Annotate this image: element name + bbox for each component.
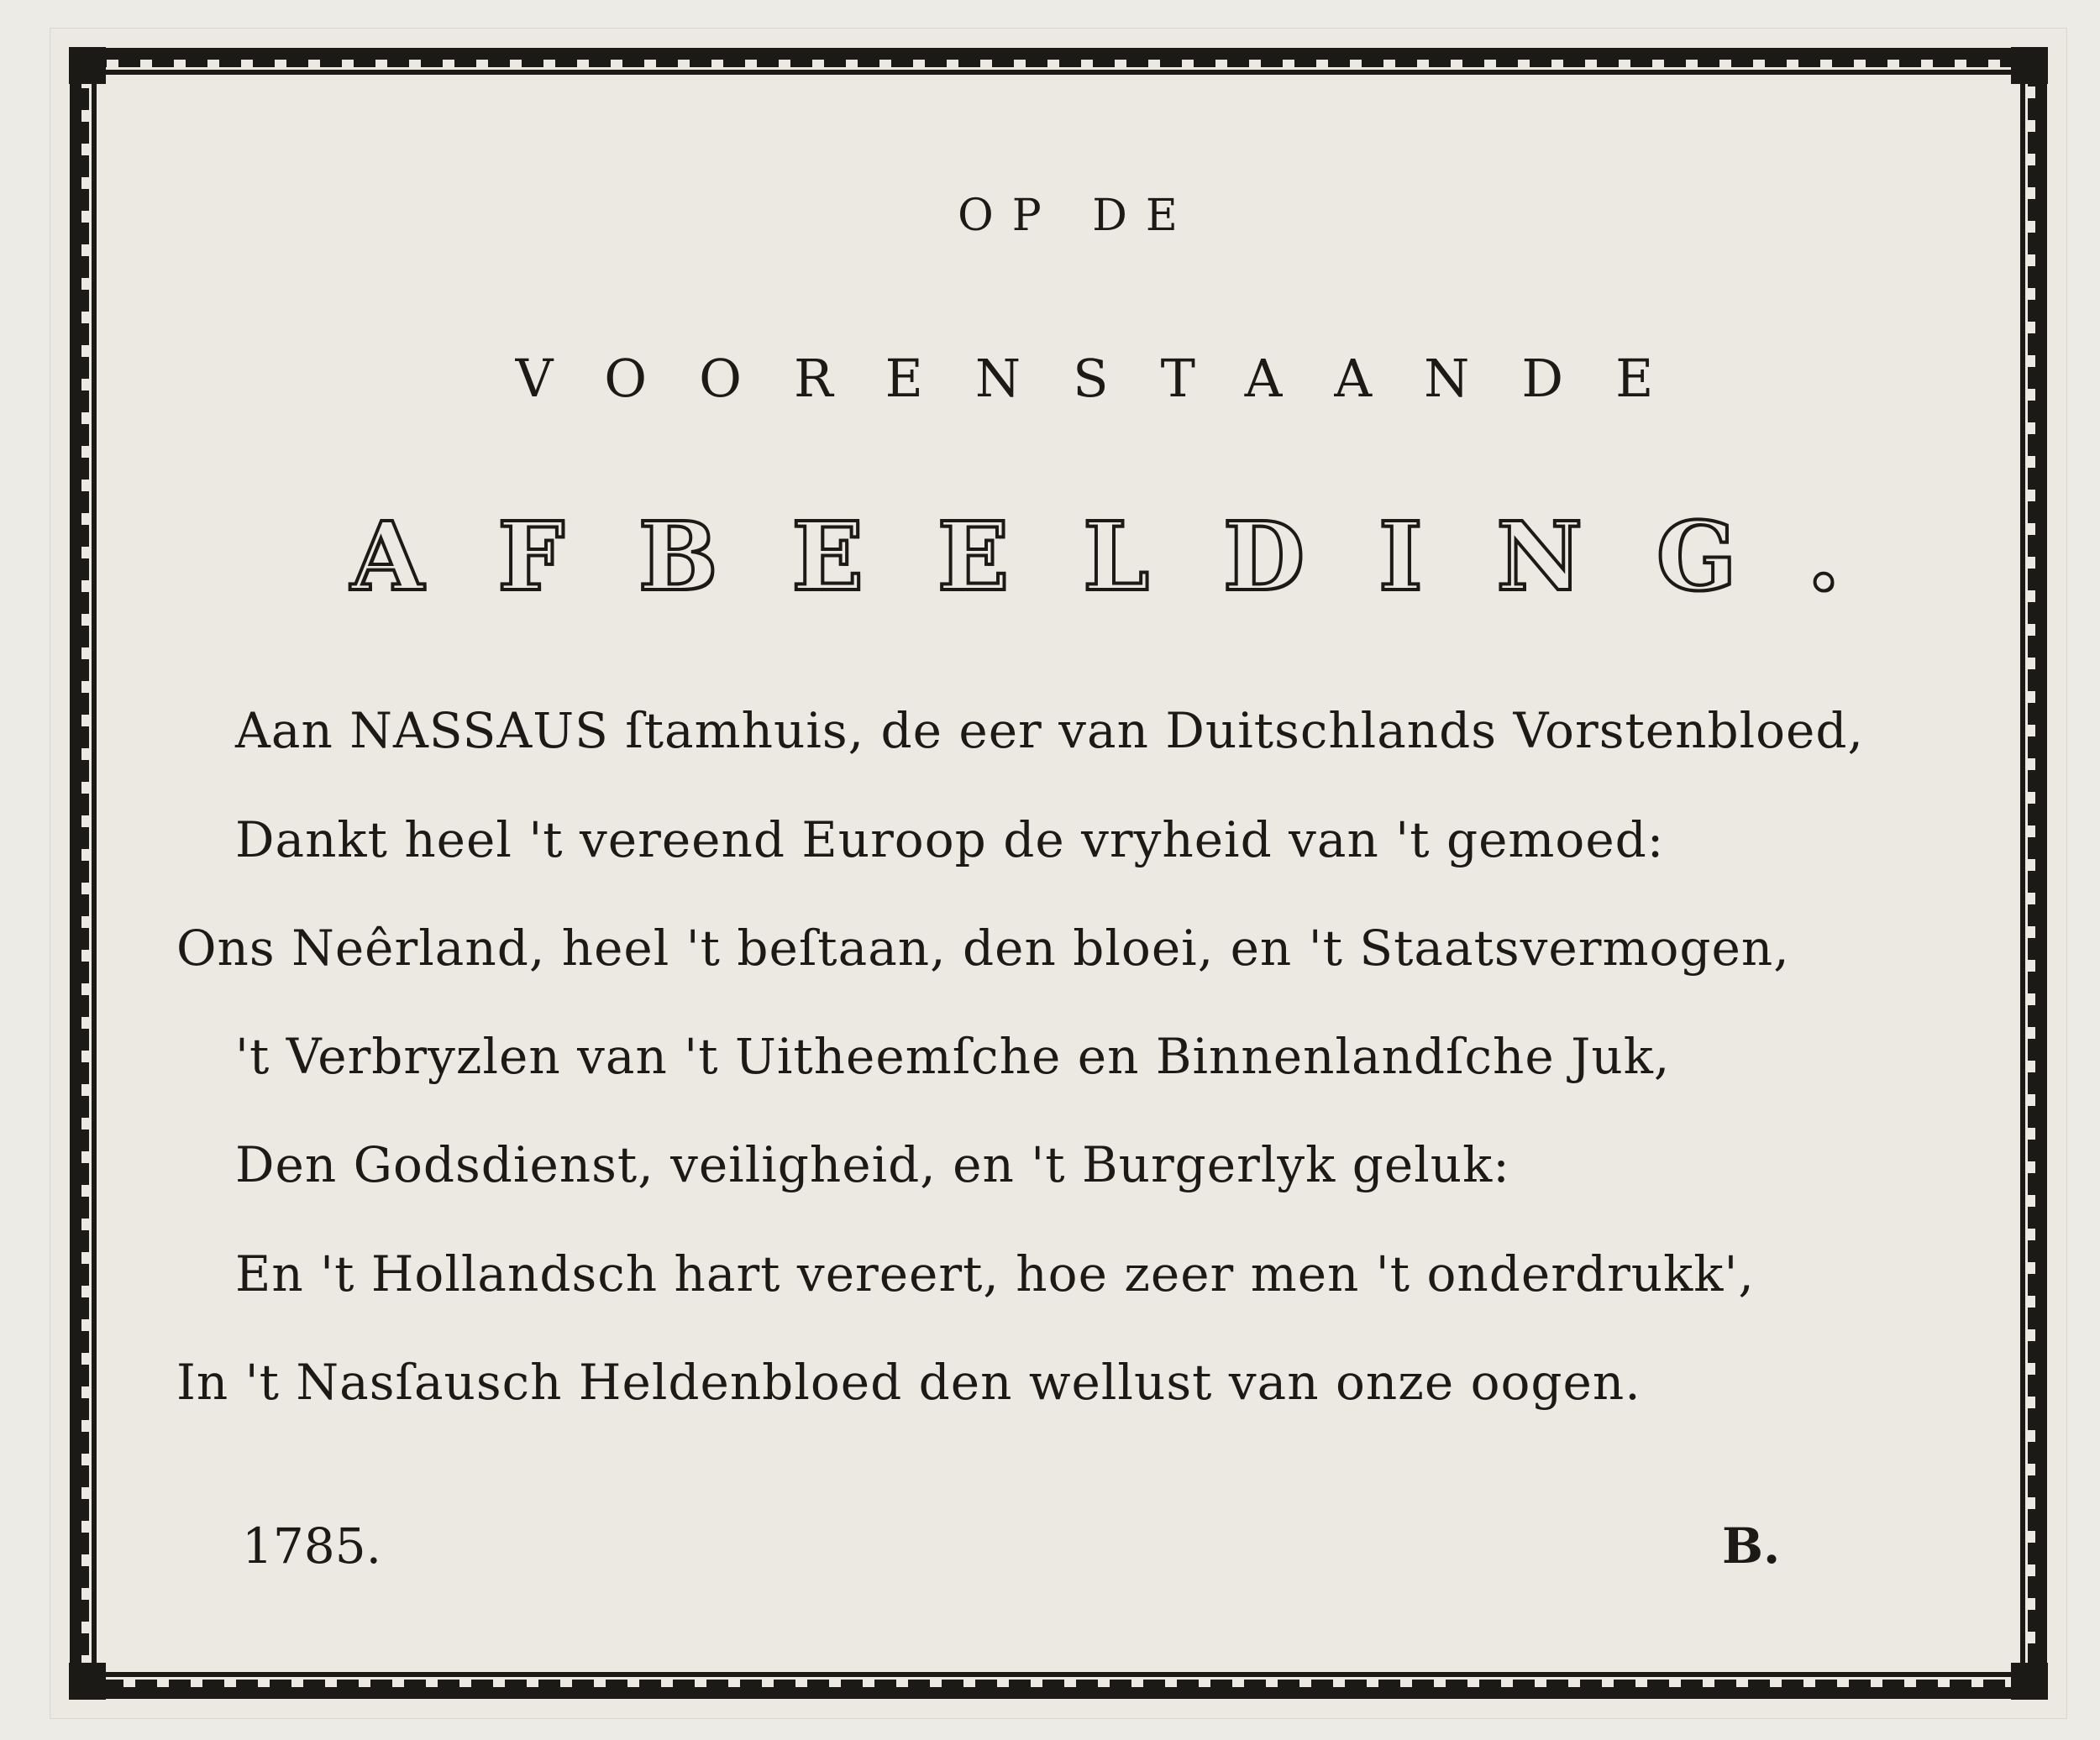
verse-line: Dankt heel 't vereend Euroop de vryheid van 't gemoed: [235, 811, 1665, 868]
heading-voorenstaande: VOORENSTAANDE [515, 348, 1706, 409]
signature-initial: B. [1722, 1517, 1781, 1575]
ornamental-border-icon [50, 29, 2066, 1718]
verse-line: Den Godsdienst, veiligheid, en 't Burgerlyk geluk: [235, 1136, 1510, 1193]
verse-line: Aan NASSAUS ſtamhuis, de eer van Duitschlands Vorstenbloed, [235, 702, 1864, 759]
printed-sheet [50, 29, 2066, 1718]
year-label: 1785. [242, 1517, 382, 1575]
verse-line: 't Verbryzlen van 't Uitheemſche en Binnenlandſche Juk, [235, 1028, 1671, 1085]
heading-op-de: OP DE [958, 191, 1196, 241]
heading-afbeelding: AFBEELDING. [350, 502, 1914, 612]
verse-line: En 't Hollandsch hart vereert, hoe zeer men 't onderdrukk', [235, 1245, 1755, 1302]
verse-line: Ons Neêrland, heel 't beſtaan, den bloei, en 't Staatsvermogen, [176, 920, 1790, 977]
verse-line: In 't Nasſausch Heldenbloed den wellust van onze oogen. [176, 1354, 1641, 1411]
